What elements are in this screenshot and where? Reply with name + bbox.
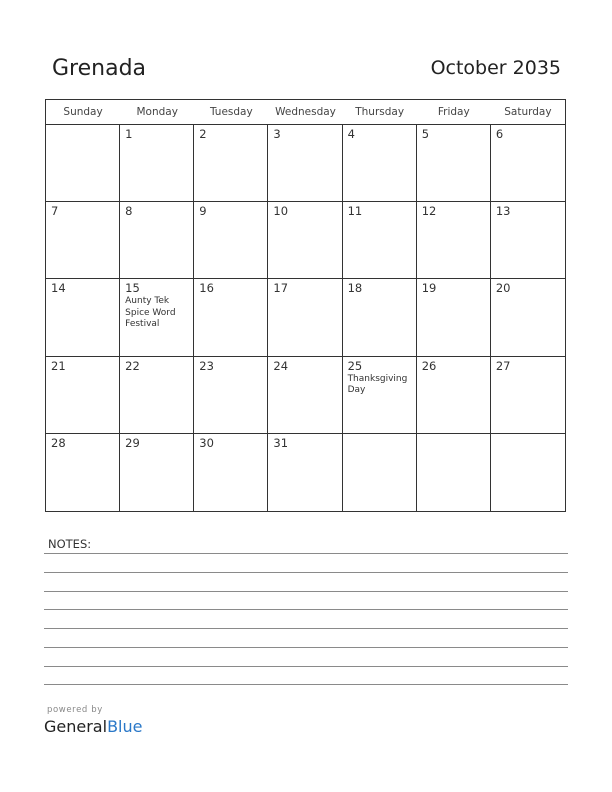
notes-line [44,684,568,685]
day-number: 7 [51,204,59,219]
powered-by-text: powered by [47,705,103,715]
holiday-event: Thanksgiving Day [347,373,408,396]
day-number: 22 [125,358,140,373]
day-number: 15 [125,281,140,296]
notes-line [44,628,568,629]
calendar-month-title: October 2035 [430,57,561,79]
day-number: 12 [421,204,437,219]
day-number: 16 [199,281,214,296]
day-number: 9 [199,204,207,219]
day-number: 17 [273,281,289,296]
weekday-header: Wednesday [275,106,336,118]
day-number: 28 [51,435,66,450]
holiday-event: Aunty Tek Spice Word Festival [125,296,176,330]
notes-line [44,666,568,667]
weekday-header: Tuesday [209,106,253,118]
day-number: 25 [347,358,363,373]
notes-label: NOTES: [48,537,92,551]
weekday-header: Thursday [355,106,405,118]
day-number: 26 [421,358,437,373]
day-number: 11 [347,204,363,219]
generalblue-logo [44,717,142,736]
day-number: 30 [199,435,214,450]
logo-text-general: General [44,717,108,736]
day-number: 14 [51,281,66,296]
notes-lines [44,0,568,792]
day-number: 6 [495,127,504,141]
day-number: 24 [273,358,289,373]
notes-line [44,647,568,648]
day-number: 27 [495,358,511,373]
day-number: 18 [347,281,363,296]
day-number: 5 [421,127,430,141]
notes-line [44,609,568,610]
notes-line [44,553,568,554]
day-number: 8 [125,204,133,219]
notes-line [44,572,568,573]
day-number: 4 [347,127,355,141]
day-number: 10 [273,204,289,219]
logo-text-blue: Blue [107,717,143,736]
day-number: 3 [273,127,281,141]
day-number: 19 [421,281,437,296]
day-number: 31 [273,435,289,450]
notes-line [44,591,568,592]
day-number: 20 [495,281,511,296]
weekday-header: Monday [136,106,178,118]
day-number: 23 [199,358,214,373]
weekday-header: Saturday [504,106,552,118]
day-number: 29 [125,435,140,450]
day-number: 13 [495,204,511,219]
weekday-header: Sunday [63,106,103,118]
calendar-country-title: Grenada [52,56,147,81]
day-number: 21 [51,358,66,373]
day-number: 1 [125,127,133,141]
day-number: 2 [199,127,207,141]
weekday-header: Friday [437,106,470,118]
